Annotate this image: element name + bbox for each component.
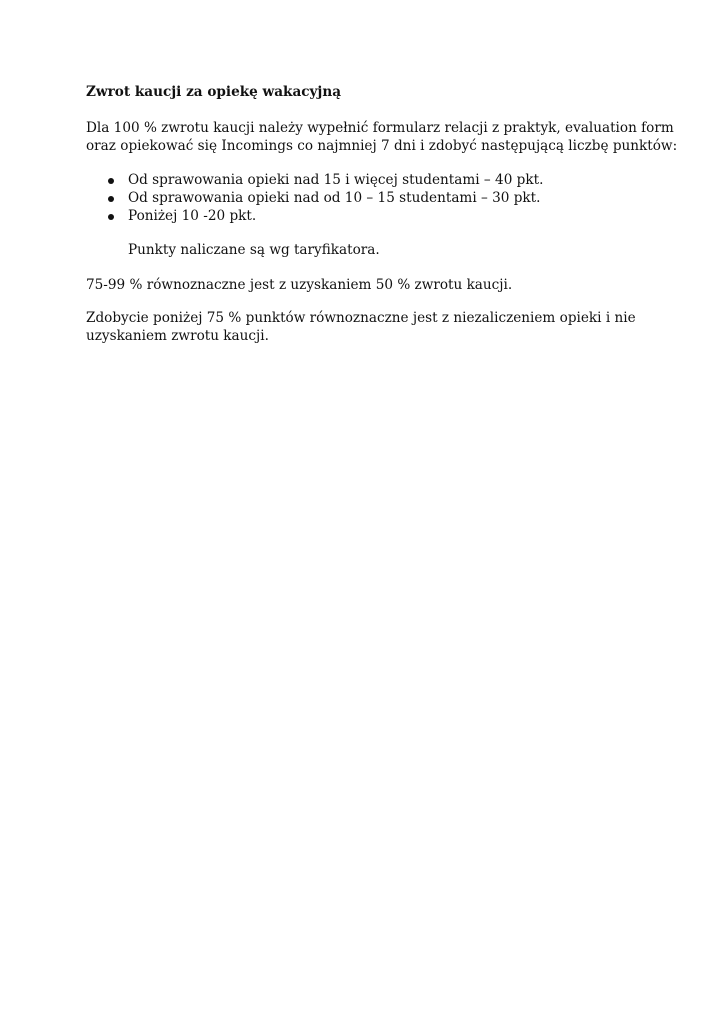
intro-line: oraz opiekować się Incomings co najmniej 7 dni i zdobyć następującą liczbę punktów: (86, 137, 678, 154)
bullet-icon (108, 196, 114, 202)
points-list (86, 172, 646, 226)
equivalence-paragraph: 75-99 % równoznaczne jest z uzyskaniem 50 % zwrotu kaucji. (86, 276, 513, 293)
list-item (86, 172, 646, 190)
below-threshold-paragraph (86, 310, 646, 345)
below-line: Zdobycie poniżej 75 % punktów równoznaczne jest z niezaliczeniem opieki i nie (86, 310, 636, 326)
intro-paragraph (86, 120, 678, 155)
list-item-text: Od sprawowania opieki nad 15 i więcej studentami – 40 pkt. (128, 172, 544, 188)
list-item-text: Poniżej 10 -20 pkt. (128, 208, 257, 224)
points-note: Punkty naliczane są wg taryfikatora. (128, 242, 380, 258)
list-item-text: Od sprawowania opieki nad od 10 – 15 studentami – 30 pkt. (128, 190, 541, 206)
bullet-icon (108, 214, 114, 220)
below-line: uzyskaniem zwrotu kaucji. (86, 327, 269, 344)
document-title: Zwrot kaucji za opiekę wakacyjną (86, 84, 342, 100)
list-item (86, 190, 646, 208)
intro-line: Dla 100 % zwrotu kaucji należy wypełnić formularz relacji z praktyk, evaluation form (86, 120, 674, 136)
bullet-icon (108, 178, 114, 184)
document-page (86, 84, 678, 345)
list-item (86, 208, 646, 226)
